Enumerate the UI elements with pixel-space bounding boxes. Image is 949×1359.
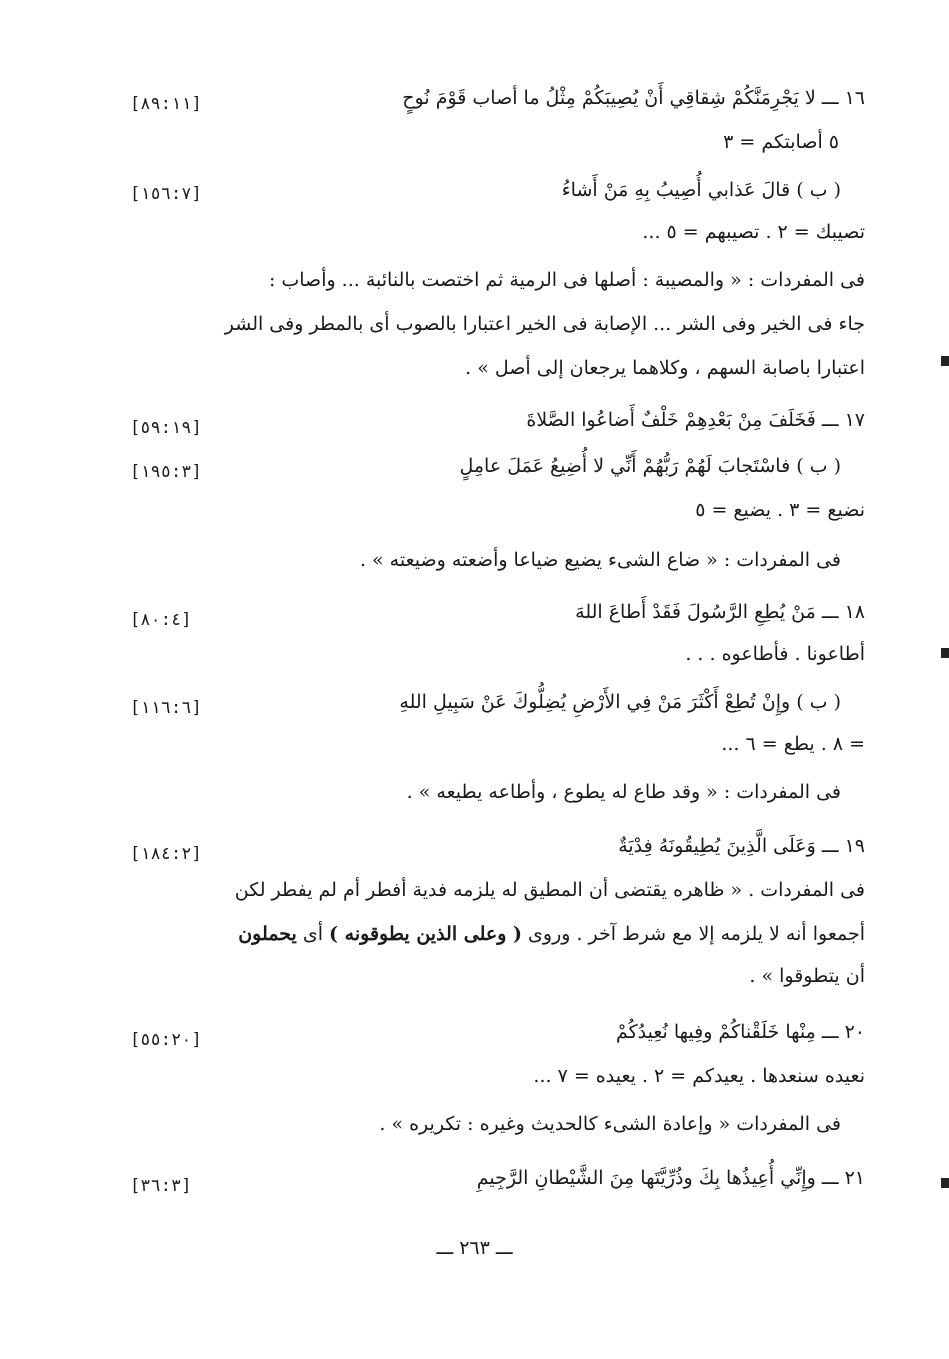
entry-20-verse: ٢٠ ـــ مِنْها خَلَقْناكُمْ وفِيها نُعِيدُكُمْ: [615, 1021, 865, 1043]
entry-17-count: نضيع = ٣ . يضيع = ٥: [695, 499, 865, 521]
verse-reference: [١٥٦:٧]: [130, 184, 202, 204]
mufradat-quote: فى المفردات . « ظاهره يقتضى أن المطيق له يلزمه فدية أفطر أم لم يفطر لكن: [234, 879, 865, 901]
entry-17-verse: ١٧ ـــ فَخَلَفَ مِنْ بَعْدِهِمْ خَلْفٌ أَضاعُوا الصَّلاةَ: [526, 409, 865, 431]
entry-16-verse-b: ( ب ) قالَ عَذابي أُصِيبُ بِهِ مَنْ أَشاءُ: [561, 179, 841, 201]
verse-reference: [١٨٤:٢]: [130, 844, 202, 864]
mufradat-quote: فى المفردات : « وقد طاع له يطوع ، وأطاعه يطيعه » .: [406, 781, 841, 803]
verse-reference: [٨٩:١١]: [130, 94, 202, 114]
entry-18-count: أطاعونا . فأطاعوه . . .: [685, 643, 865, 665]
entry-21-verse: ٢١ ـــ وإِنِّي أُعِيذُها بِكَ وذُرِّيَّتَها مِنَ الشَّيْطانِ الرَّجِيمِ: [476, 1167, 865, 1189]
verse-reference: [٥٥:٢٠]: [130, 1030, 202, 1050]
page-number: ـــ ٢٦٣ ـــ: [436, 1237, 513, 1259]
entry-18-count-b: = ٨ . يطع = ٦ ...: [721, 733, 865, 755]
entry-16-count: ٥ أصابتكم = ٣: [723, 131, 839, 153]
verse-reference: [٨٠:٤]: [130, 610, 192, 630]
mufradat-quote: فى المفردات : « والمصيبة : أصلها فى الرمية ثم اختصت بالنائبة ... وأصاب :: [268, 269, 865, 291]
verse-reference: [١١٦:٦]: [130, 698, 202, 718]
entry-18-verse: ١٨ ـــ مَنْ يُطِعِ الرَّسُولَ فَقَدْ أَطاعَ اللهَ: [575, 601, 865, 623]
scan-margin-mark: [941, 648, 949, 658]
entry-20-count: نعيده سنعدها . يعيدكم = ٢ . يعيده = ٧ ...: [533, 1065, 865, 1087]
mufradat-quote: فى المفردات « وإعادة الشىء كالحديث وغيره : تكريره » .: [379, 1113, 841, 1135]
scan-margin-mark: [941, 356, 949, 366]
quoted-reading: ( وعلى الذين يطوقونه ): [329, 923, 522, 945]
entry-16-count-b: تصيبك = ٢ . تصيبهم = ٥ ...: [642, 221, 865, 243]
mufradat-quote: اعتبارا باصابة السهم ، وكلاهما يرجعان إلى أصل » .: [465, 357, 865, 379]
entry-18-verse-b: ( ب ) وإِنْ تُطِعْ أَكْثَرَ مَنْ فِي الأَرْضِ يُضِلُّوكَ عَنْ سَبِيلِ اللهِ: [399, 691, 841, 713]
mufradat-quote: فى المفردات : « ضاع الشىء يضيع ضياعا وأضعته وضيعته » .: [359, 549, 841, 571]
entry-16-verse: ١٦ ـــ لا يَجْرِمَنَّكُمْ شِقاقِي أَنْ يُصِيبَكُمْ مِثْلُ ما أصاب قَوْمَ نُوحٍ: [402, 87, 865, 109]
mufradat-quote: جاء فى الخير وفى الشر ... الإصابة فى الخير اعتبارا بالصوب أى بالمطر وفى الشر: [224, 313, 865, 335]
scan-margin-mark: [941, 1178, 949, 1188]
entry-17-verse-b: ( ب ) فاسْتَجابَ لَهُمْ رَبُّهُمْ أَنِّي لا أُضِيعُ عَمَلَ عامِلٍ: [459, 455, 841, 477]
mufradat-quote: [65, 914, 865, 954]
verse-reference: [١٩٥:٣]: [130, 462, 202, 482]
mufradat-quote: أن يتطوقوا » .: [749, 965, 865, 987]
quoted-reading: يحملون: [238, 923, 297, 945]
verse-reference: [٣٦:٣]: [130, 1176, 192, 1196]
quote-text: أى: [302, 923, 323, 945]
quote-text: أجمعوا أنه لا يلزمه إلا مع شرط آخر . وروى: [528, 923, 865, 945]
verse-reference: [٥٩:١٩]: [130, 418, 202, 438]
entry-19-verse: ١٩ ـــ وَعَلَى الَّذِينَ يُطِيقُونَهُ فِدْيَةٌ: [618, 835, 865, 857]
